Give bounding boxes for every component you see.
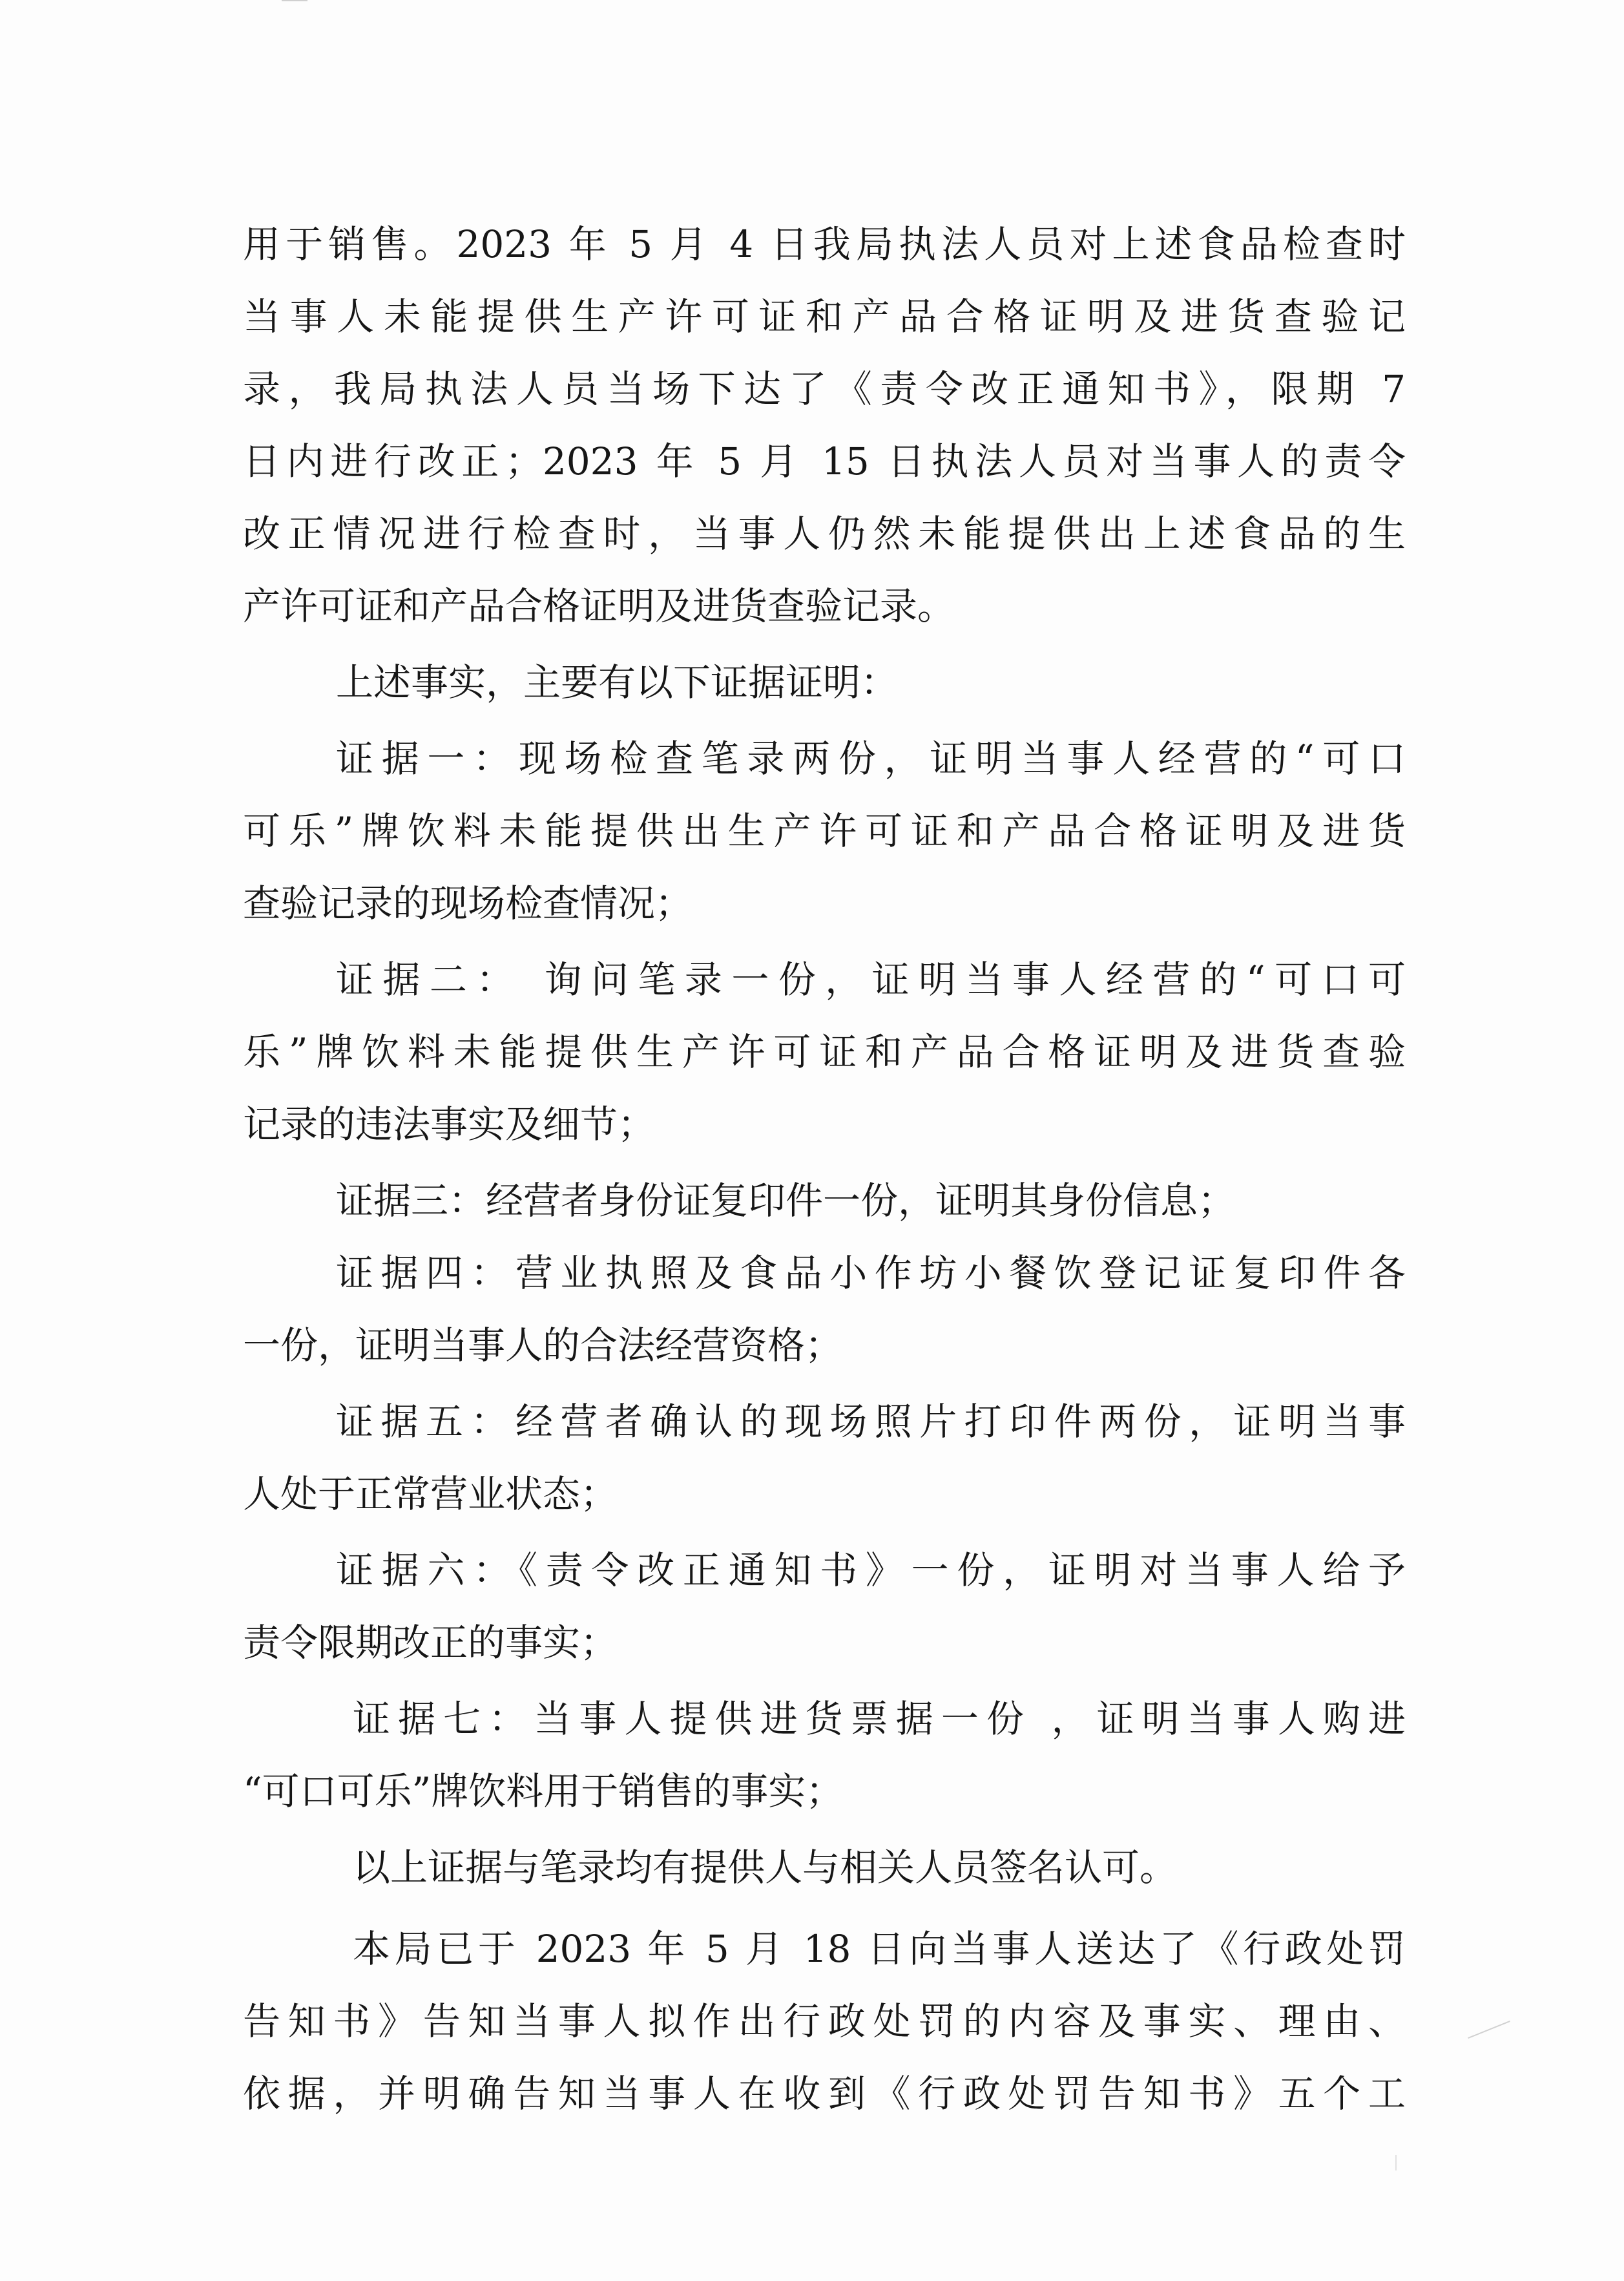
text-line: 证据六：《责令改正通知书》一份，证明对当事人给予 bbox=[336, 1548, 1406, 1592]
scan-artifact bbox=[1468, 2021, 1510, 2039]
paragraph-signature-statement bbox=[243, 1831, 1406, 1904]
text-line: 乐”牌饮料未能提供生产许可证和产品合格证明及进货查验 bbox=[243, 1030, 1406, 1074]
text-line: 证据五：经营者确认的现场照片打印件两份，证明当事 bbox=[336, 1400, 1406, 1444]
paragraph-continuation bbox=[243, 208, 1406, 642]
text-line: 用于销售。2023 年 5 月 4 日我局执法人员对上述食品检查时 bbox=[243, 222, 1406, 266]
scan-artifact bbox=[282, 0, 307, 1]
text-line: 记录的违法事实及细节； bbox=[243, 1102, 656, 1146]
paragraph-evidence-3 bbox=[243, 1164, 1406, 1237]
text-line: 当事人未能提供生产许可证和产品合格证明及进货查验记 bbox=[243, 295, 1406, 339]
text-line: 证据四：营业执照及食品小作坊小餐饮登记证复印件各 bbox=[336, 1251, 1406, 1295]
paragraph-evidence-2 bbox=[243, 943, 1406, 1161]
text-line: 责令限期改正的事实； bbox=[243, 1621, 618, 1665]
text-line: “可口可乐”牌饮料用于销售的事实； bbox=[243, 1769, 844, 1813]
text-line: 证据一：现场检查笔录两份，证明当事人经营的“可口 bbox=[336, 737, 1406, 781]
paragraph-facts-intro bbox=[243, 646, 1406, 719]
document-body bbox=[243, 208, 1406, 2130]
paragraph-evidence-6 bbox=[243, 1534, 1406, 1679]
paragraph-notice bbox=[243, 1913, 1406, 2130]
text-line: 证据二： 询问笔录一份，证明当事人经营的“可口可 bbox=[336, 958, 1406, 1002]
paragraph-evidence-5 bbox=[243, 1385, 1406, 1530]
text-line: 可乐”牌饮料未能提供出生产许可证和产品合格证明及进货 bbox=[243, 809, 1406, 853]
text-line: 录，我局执法人员当场下达了《责令改正通知书》，限期 7 bbox=[243, 367, 1406, 411]
text-line: 证据七：当事人提供进货票据一份 ，证明当事人购进 bbox=[353, 1697, 1406, 1741]
text-line: 一份，证明当事人的合法经营资格； bbox=[243, 1323, 843, 1367]
text-line: 以上证据与笔录均有提供人与相关人员签名认可。 bbox=[353, 1845, 1178, 1889]
text-line: 改正情况进行检查时，当事人仍然未能提供出上述食品的生 bbox=[243, 512, 1406, 556]
text-line: 产许可证和产品合格证明及进货查验记录。 bbox=[243, 584, 955, 628]
text-line: 上述事实，主要有以下证据证明： bbox=[336, 660, 899, 704]
scan-artifact bbox=[1395, 2155, 1397, 2171]
text-line: 告知书》告知当事人拟作出行政处罚的内容及事实、理由、 bbox=[243, 1999, 1406, 2043]
paragraph-evidence-7 bbox=[243, 1683, 1406, 1827]
text-line: 本局已于 2023 年 5 月 18 日向当事人送达了《行政处罚 bbox=[353, 1927, 1406, 1971]
text-line: 人处于正常营业状态； bbox=[243, 1472, 618, 1516]
paragraph-evidence-1 bbox=[243, 722, 1406, 940]
paragraph-evidence-4 bbox=[243, 1237, 1406, 1382]
text-line: 证据三：经营者身份证复印件一份，证明其身份信息； bbox=[336, 1179, 1236, 1223]
text-line: 日内进行改正；2023 年 5 月 15 日执法人员对当事人的责令 bbox=[243, 439, 1406, 483]
text-line: 依据，并明确告知当事人在收到《行政处罚告知书》五个工 bbox=[243, 2072, 1406, 2116]
text-line: 查验记录的现场检查情况； bbox=[243, 881, 693, 925]
